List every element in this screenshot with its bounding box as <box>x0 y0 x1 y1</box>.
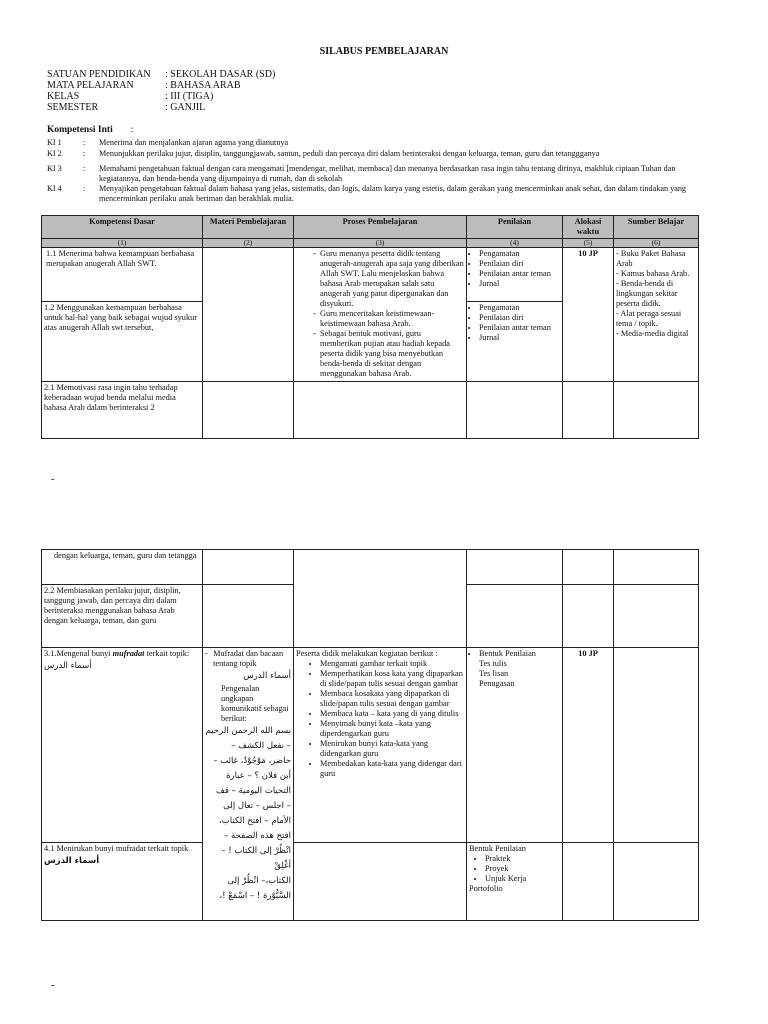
info-label: KELAS <box>47 91 80 102</box>
ki-heading <box>47 125 133 135</box>
arabic-line: أين فلان ؟ – عبارة <box>226 771 291 781</box>
ki-colon: : <box>83 149 86 158</box>
syllabus-table-1 <box>41 215 699 439</box>
info-value: : GANJIL <box>165 102 206 113</box>
col-number: (6) <box>614 239 699 248</box>
list-item: • Unjuk Kerja <box>485 874 560 884</box>
col-number: (5) <box>563 239 614 248</box>
proses-list <box>296 249 464 379</box>
arabic-line: التحيات اليومية – قف <box>216 786 291 796</box>
arabic-line: السَّبُّوْرة ! – اسْمَعْ !، <box>219 891 291 901</box>
kd-2-1 <box>42 382 203 439</box>
list-item: • Memperhatikan kosa kata yang dipaparkan di slide/papan tulis sesuai dengan gambar <box>320 669 464 689</box>
kd-1-1 <box>42 248 203 302</box>
empty-cell <box>203 550 294 585</box>
ki-heading-colon: : <box>130 125 134 135</box>
ki-row <box>47 164 699 184</box>
arabic-line: انْظُرْ إلى الكتاب ! – أغْلِقْ <box>221 846 291 871</box>
sumber-cell <box>614 248 699 382</box>
info-row <box>47 69 275 80</box>
proses-list <box>296 659 464 779</box>
materi-cell <box>203 648 294 921</box>
arabic-expressions <box>205 724 291 904</box>
kd-2-2: 2.2 Membiasakan perilaku jujur, disiplin, tanggung jawab, dan percaya diri dalam berinteraksi menggunakan bahasa Arab dengan keluarga, teman, dan guru <box>42 585 203 648</box>
empty-cell <box>203 382 294 439</box>
info-label: MATA PELAJARAN <box>47 80 134 91</box>
ki-row <box>47 138 699 148</box>
page-dash: - <box>51 474 55 485</box>
arabic-topic: أسماء الدرس <box>44 661 92 671</box>
list-item: • Jurnal <box>479 333 560 343</box>
ki-text: Menunjukkan perilaku jujur, disiplin, tanggungjawab, santun, peduli dan percaya diri dalam berinteraksi dengan keluarga, teman, guru dan tetanggganya <box>99 149 600 158</box>
header-kompetensi-dasar: Kompetensi Dasar <box>42 216 203 239</box>
ki-colon: : <box>83 138 86 147</box>
ki-text: Menerima dan menjalankan ajaran agama yang dianutnya <box>99 138 289 147</box>
kd-emphasis: mufradat <box>112 649 145 658</box>
materi-cell <box>203 248 294 382</box>
list-item: • Pengamatan <box>479 303 560 313</box>
arabic-line: الكتاب،– انْظُرْ إلى <box>227 876 291 886</box>
kd-text: 1.1 Menerima bahwa kemampuan berbahasa merupakan anugerah Allah SWT. <box>46 249 195 268</box>
list-item: • Bentuk Penilaian <box>479 649 560 659</box>
list-item: • Penilaian diri <box>479 313 560 323</box>
col-number: (3) <box>294 239 467 248</box>
list-item: • Membaca kata – kata yang di yang ditulis <box>320 709 464 719</box>
list-item: • Penilaian antar teman <box>479 269 560 279</box>
kd-4-1 <box>42 843 203 921</box>
alokasi-cell: 10 JP <box>563 248 614 382</box>
list-item: - Alat peraga sesuai tema / topik. <box>616 309 682 328</box>
arabic-topic: أسماء الدرس <box>243 671 291 681</box>
col-number: (1) <box>42 239 203 248</box>
info-label: SATUAN PENDIDIKAN <box>47 69 151 80</box>
penilaian-list <box>469 303 560 343</box>
identity-block <box>47 69 275 113</box>
ki-number: KI 4 <box>47 184 62 193</box>
empty-cell <box>563 382 614 439</box>
arabic-line: حاضر، مَوْجُوْدٌ، غائب – <box>213 756 291 766</box>
empty-cell <box>467 585 563 648</box>
header-penilaian: Penilaian <box>467 216 563 239</box>
arabic-line: افتح هذه الصفحة – <box>224 831 291 841</box>
list-item: Bentuk Penilaian <box>469 844 526 853</box>
ki-heading-text: Kompetensi Inti <box>47 125 113 135</box>
empty-cell <box>614 648 699 843</box>
proses-intro: Peserta didik melakukan kegiatan berikut : <box>296 649 438 658</box>
empty-cell <box>467 550 563 585</box>
materi-text: Mufradat dan bacaan tentang topik <box>213 649 284 668</box>
info-row <box>47 102 275 113</box>
arabic-topic: أسماء الدرس <box>44 856 100 866</box>
penilaian-list <box>469 854 560 884</box>
materi-item: - Mufradat dan bacaan tentang topik <box>205 649 291 669</box>
arabic-line: – نفعل الكشف – <box>231 741 291 751</box>
arabic-line: بسم الله الرحمن الرحيم <box>205 726 291 736</box>
penilaian-list <box>469 649 560 659</box>
info-value: : SEKOLAH DASAR (SD) <box>165 69 276 80</box>
header-proses: Proses Pembelajaran <box>294 216 467 239</box>
list-item: - Media-media digital <box>616 329 689 338</box>
penilaian-list <box>469 249 560 289</box>
list-item: • Mengamati gambar terkait topik <box>320 659 464 669</box>
kd-3-1 <box>42 648 203 843</box>
ki-row <box>47 149 699 159</box>
empty-cell <box>467 382 563 439</box>
penilaian-cell <box>467 248 563 302</box>
empty-cell <box>294 550 467 648</box>
kd-text: terkait topik: <box>144 649 190 658</box>
proses-cell <box>294 648 467 843</box>
kd-2-1-continued: dengan keluarga, teman, guru dan tetangga <box>42 550 203 585</box>
header-sumber: Sumber Belajar <box>614 216 699 239</box>
empty-cell <box>203 585 294 648</box>
list-item: • Membedakan kata-kata yang didengar dari guru <box>320 759 464 779</box>
empty-cell <box>563 550 614 585</box>
stray-mark: 2 <box>150 403 155 412</box>
alokasi-cell: 10 JP <box>563 648 614 843</box>
info-row <box>47 80 275 91</box>
list-item: • Menyimak bunyi kata –kata yang diperdengarkan guru <box>320 719 464 739</box>
empty-cell <box>614 585 699 648</box>
list-item: - Sebagai bentuk motivasi, guru memberikan pujian atau hadiah kepada peserta didik yang bisa menyebutkan benda-benda di sekitar dengan menggunakan bahasa Arab. <box>320 329 464 379</box>
list-item: - Guru menanya peserta didik tentang anugerah-anugerah apa saja yang diberikan Allah SWT. Lalu menjelaskan bahwa bahasa Arab merupakan salah satu anugerah yang patut dipergunakan dan disyukuri. <box>320 249 464 309</box>
col-number: (4) <box>467 239 563 248</box>
list-item: • Membaca kosakata yang dipaparkan di slide/papan tulis sesuai dengan gambar <box>320 689 464 709</box>
empty-cell <box>563 843 614 921</box>
info-row <box>47 91 275 102</box>
syllabus-table-2 <box>41 549 699 921</box>
list-item: Penugasan <box>479 679 515 688</box>
kd-text: 4.1 Menirukan bunyi mufradat terkait topik <box>44 844 189 853</box>
list-item: - Kamus bahasa Arab. <box>616 269 690 278</box>
page-title: SILABUS PEMBELAJARAN <box>319 46 449 57</box>
proses-cell <box>294 248 467 382</box>
list-item: - Benda-benda di lingkungan sekitar peserta didik. <box>616 279 678 308</box>
list-item: Portofolio <box>469 884 503 893</box>
ki-text: Memahami pengetahuan faktual dengan cara mengamati [mendengar, melihat, membaca] dan menanya berdasarkan rasa ingin tahu tentang dirinya, makhluk ciptaan Tuhan dan kegiatannya, dan benda-benda yang dijumpainya di rumah, dan di sekolah <box>99 164 676 183</box>
list-item: • Penilaian diri <box>479 259 560 269</box>
ki-text: Menyajikan pengetahuan faktual dalam bahasa yang jelas, sistematis, dan logis, dalam karya yang estetis, dalam gerakan yang mencerminkan anak sehat, dan dalam tindakan yang mencerminkan perilaku anak beriman dan berakhlak mulia. <box>99 184 687 203</box>
empty-cell <box>614 550 699 585</box>
page-dash: - <box>51 980 55 991</box>
info-label: SEMESTER <box>47 102 99 113</box>
penilaian-cell <box>467 843 563 921</box>
kd-1-2: 1.2 Menggunakan kemampuan berbahasa untuk hal-hal yang baik sebagai wujud syukur atas anugerah Allah swt tersebut, <box>42 302 203 382</box>
empty-cell <box>614 382 699 439</box>
empty-cell <box>614 843 699 921</box>
ki-number: KI 1 <box>47 138 62 147</box>
list-item: - Guru menceritakan keistimewaan-keistimewaan bahasa Arab. <box>320 309 464 329</box>
list-item: • Pengamatan <box>479 249 560 259</box>
list-item: Tes tulis <box>479 659 507 668</box>
list-item: - Buku Paket Bahasa Arab <box>616 249 686 268</box>
col-number: (2) <box>203 239 294 248</box>
empty-cell <box>294 382 467 439</box>
list-item: • Menirukan bunyi kata-kata yang didengarkan guru <box>320 739 464 759</box>
arabic-line: – اجلس – تعال إلى <box>223 801 291 811</box>
ki-colon: : <box>83 164 86 173</box>
header-alokasi: Alokasi waktu <box>563 216 614 239</box>
list-item: • Praktek <box>485 854 560 864</box>
empty-cell <box>294 843 467 921</box>
materi-text: Pengenalan ungkapan komunikatif sebagai berikut: <box>221 684 289 723</box>
info-value: : III (TIGA) <box>165 91 214 102</box>
header-materi: Materi Pembelajaran <box>203 216 294 239</box>
ki-number: KI 2 <box>47 149 62 158</box>
penilaian-cell <box>467 302 563 382</box>
list-item: • Penilaian antar teman <box>479 323 560 333</box>
kd-text: 3.1.Mengenal bunyi <box>44 649 113 658</box>
info-value: : BAHASA ARAB <box>165 80 241 91</box>
empty-cell <box>563 585 614 648</box>
list-item: • Proyek <box>485 864 560 874</box>
list-item: Tes lisan <box>479 669 509 678</box>
list-item: • Jurnal <box>479 279 560 289</box>
ki-number: KI 3 <box>47 164 62 173</box>
ki-row <box>47 184 699 204</box>
penilaian-cell <box>467 648 563 843</box>
arabic-line: الأمام – افتح الكتاب، <box>219 816 291 826</box>
ki-colon: : <box>83 184 86 193</box>
kd-text: 2.1 Memotivasi rasa ingin tahu terhadap keberadaan wujud benda melalui media bahasa Arab dalam berinteraksi <box>44 383 178 412</box>
